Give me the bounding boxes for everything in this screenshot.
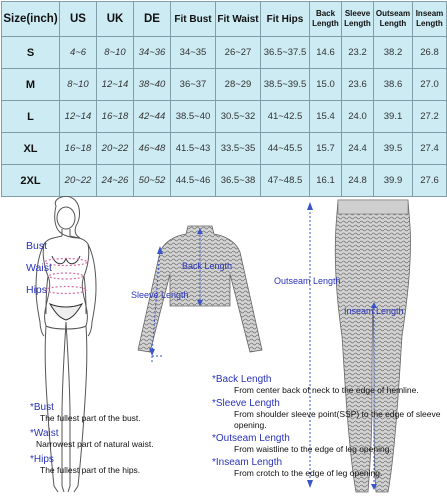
size-cell: XL: [2, 133, 60, 165]
left-definitions: [30, 402, 210, 475]
sleeve-length-def-text: From shoulder sleeve point(SSP) to the edge of sleeve opening.: [234, 409, 441, 430]
sleeve-length-label: Sleeve Length: [131, 290, 189, 300]
table-row: [2, 133, 447, 165]
table-cell: 16~18: [97, 101, 134, 133]
table-cell: 38.6: [374, 69, 413, 101]
header-size: Size(inch): [2, 2, 60, 37]
table-cell: 38.5~40: [171, 101, 216, 133]
table-cell: 27.6: [413, 165, 447, 197]
back-length-def-title: *Back Length: [212, 374, 272, 385]
bust-definition: [30, 402, 210, 423]
table-cell: 34~35: [171, 37, 216, 69]
table-cell: 20~22: [60, 165, 97, 197]
hips-def-text: The fullest part of the hips.: [40, 465, 141, 475]
table-cell: 44~45.5: [261, 133, 310, 165]
table-cell: 16~18: [60, 133, 97, 165]
table-cell: 36.5~38: [216, 165, 261, 197]
outseam-length-label: Outseam Length: [274, 276, 341, 286]
table-cell: 39.5: [374, 133, 413, 165]
table-cell: 26.8: [413, 37, 447, 69]
table-cell: 27.4: [413, 133, 447, 165]
table-cell: 38.5~39.5: [261, 69, 310, 101]
bust-label: Bust: [26, 240, 48, 252]
table-row: [2, 69, 447, 101]
table-cell: 28~29: [216, 69, 261, 101]
table-row: [2, 101, 447, 133]
waist-definition: [30, 428, 210, 449]
table-cell: 41~42.5: [261, 101, 310, 133]
table-cell: 36.5~37.5: [261, 37, 310, 69]
sleeve-length-def-title: *Sleeve Length: [212, 398, 280, 409]
inseam-length-def-text: From crotch to the edge of leg opening.: [234, 468, 383, 478]
right-definitions: [212, 374, 442, 479]
size-chart-table: [1, 1, 447, 197]
inseam-length-label: Inseam Length: [344, 306, 404, 316]
table-cell: 46~48: [134, 133, 171, 165]
table-cell: 15.0: [310, 69, 342, 101]
table-cell: 30.5~32: [216, 101, 261, 133]
table-cell: 16.1: [310, 165, 342, 197]
inseam-length-def-title: *Inseam Length: [212, 457, 283, 468]
table-cell: 24.0: [342, 101, 374, 133]
table-cell: 4~6: [60, 37, 97, 69]
table-cell: 24.4: [342, 133, 374, 165]
waist-def-title: *Waist: [30, 428, 59, 439]
inseam-length-definition: [212, 457, 442, 479]
table-cell: 26~27: [216, 37, 261, 69]
hips-def-title: *Hips: [30, 454, 54, 465]
header-de: DE: [134, 2, 171, 37]
table-cell: 42~44: [134, 101, 171, 133]
back-length-label: Back Length: [182, 261, 233, 271]
header-sleeve-length: Sleeve Length: [342, 2, 374, 37]
sleeve-length-definition: [212, 398, 442, 431]
table-cell: 50~52: [134, 165, 171, 197]
table-cell: 23.6: [342, 69, 374, 101]
table-cell: 44.5~46: [171, 165, 216, 197]
header-uk: UK: [97, 2, 134, 37]
bust-def-title: *Bust: [30, 402, 54, 413]
outseam-length-def-text: From waistline to the edge of leg opening.: [234, 444, 392, 454]
table-cell: 27.0: [413, 69, 447, 101]
table-row: [2, 37, 447, 69]
size-cell: M: [2, 69, 60, 101]
table-cell: 39.9: [374, 165, 413, 197]
hips-definition: [30, 454, 210, 475]
table-header-row: [2, 2, 447, 37]
table-cell: 41.5~43: [171, 133, 216, 165]
table-cell: 15.4: [310, 101, 342, 133]
outseam-length-def-title: *Outseam Length: [212, 433, 290, 444]
table-cell: 38.2: [374, 37, 413, 69]
back-length-definition: [212, 374, 442, 396]
table-cell: 36~37: [171, 69, 216, 101]
table-cell: 33.5~35: [216, 133, 261, 165]
table-body: [2, 37, 447, 197]
waist-label: Waist: [26, 262, 52, 274]
header-back-length: Back Length: [310, 2, 342, 37]
header-fit-hips: Fit Hips: [261, 2, 310, 37]
table-cell: 23.2: [342, 37, 374, 69]
size-cell: S: [2, 37, 60, 69]
back-length-def-text: From center back of neck to the edge of hemline.: [234, 385, 419, 395]
table-cell: 47~48.5: [261, 165, 310, 197]
table-cell: 12~14: [60, 101, 97, 133]
table-cell: 34~36: [134, 37, 171, 69]
header-outseam-length: Outseam Length: [374, 2, 413, 37]
table-cell: 24~26: [97, 165, 134, 197]
table-cell: 14.6: [310, 37, 342, 69]
header-fit-bust: Fit Bust: [171, 2, 216, 37]
waist-def-text: Narrowest part of natural waist.: [36, 439, 154, 449]
table-cell: 39.1: [374, 101, 413, 133]
table-cell: 38~40: [134, 69, 171, 101]
header-inseam-length: Inseam Length: [413, 2, 447, 37]
hips-label: Hips: [26, 284, 48, 296]
header-us: US: [60, 2, 97, 37]
size-cell: L: [2, 101, 60, 133]
outseam-length-definition: [212, 433, 442, 455]
table-cell: 24.8: [342, 165, 374, 197]
bust-def-text: The fullest part of the bust.: [40, 413, 141, 423]
table-cell: 8~10: [97, 37, 134, 69]
size-cell: 2XL: [2, 165, 60, 197]
table-cell: 8~10: [60, 69, 97, 101]
table-cell: 12~14: [97, 69, 134, 101]
header-fit-waist: Fit Waist: [216, 2, 261, 37]
table-cell: 20~22: [97, 133, 134, 165]
table-cell: 27.2: [413, 101, 447, 133]
table-row: [2, 165, 447, 197]
table-cell: 15.7: [310, 133, 342, 165]
